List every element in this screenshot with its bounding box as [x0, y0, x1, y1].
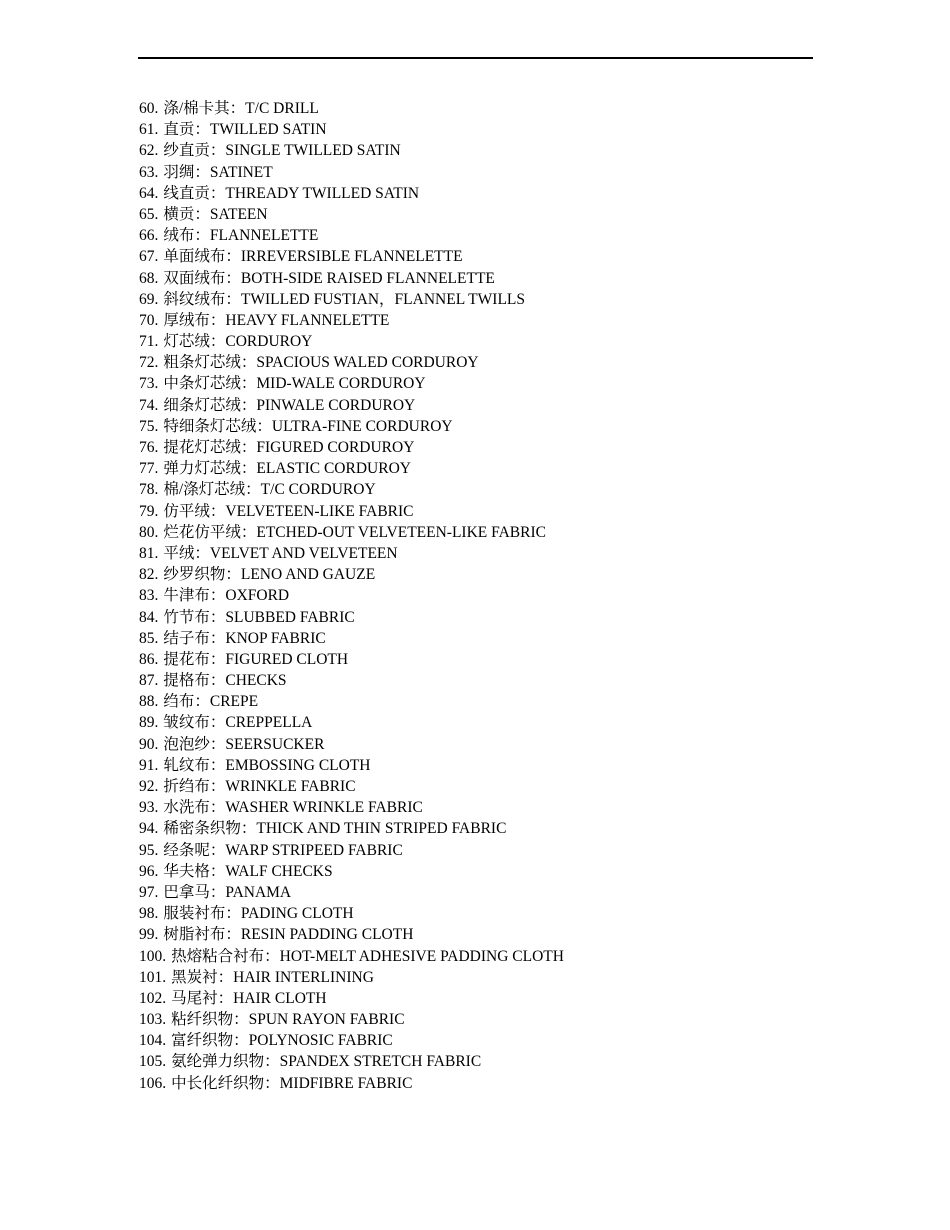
entry-text: 绒布：FLANNELETTE — [163, 227, 319, 245]
glossary-entry — [139, 924, 564, 945]
glossary-entry — [139, 691, 564, 712]
entry-text: 粘纤织物：SPUN RAYON FABRIC — [171, 1011, 405, 1029]
entry-text: 横贡：SATEEN — [163, 205, 268, 223]
entry-number: 64. — [139, 184, 159, 202]
entry-text: 中条灯芯绒：MID-WALE CORDUROY — [163, 375, 426, 393]
entry-text: 黑炭衬：HAIR INTERLINING — [171, 968, 374, 986]
entry-number: 96. — [139, 862, 159, 880]
entry-number: 100. — [139, 947, 167, 965]
entry-text: 泡泡纱：SEERSUCKER — [163, 735, 325, 753]
entry-number: 83. — [139, 587, 159, 605]
glossary-entry — [139, 522, 564, 543]
entry-number: 103. — [139, 1011, 167, 1029]
entry-text: 细条灯芯绒：PINWALE CORDUROY — [163, 396, 416, 414]
entry-number: 90. — [139, 735, 159, 753]
entry-number: 66. — [139, 227, 159, 245]
glossary-entry — [139, 162, 564, 183]
glossary-entry — [139, 98, 564, 119]
entry-number: 101. — [139, 968, 167, 986]
entry-number: 86. — [139, 650, 159, 668]
entry-number: 76. — [139, 439, 159, 456]
entry-text: 粗条灯芯绒：SPACIOUS WALED CORDUROY — [163, 354, 479, 372]
glossary-entry — [139, 543, 564, 564]
entry-text: 水洗布：WASHER WRINKLE FABRIC — [163, 799, 423, 817]
entry-number: 67. — [139, 248, 159, 266]
entry-number: 65. — [139, 205, 159, 223]
glossary-entry — [139, 649, 564, 670]
glossary-entry — [139, 607, 564, 628]
glossary-entry — [139, 289, 564, 310]
entry-number: 61. — [139, 121, 159, 139]
entry-number: 78. — [139, 481, 159, 499]
glossary-entry — [139, 501, 564, 522]
glossary-list — [139, 98, 564, 1094]
entry-number: 104. — [139, 1032, 167, 1050]
glossary-entry — [139, 797, 564, 818]
glossary-entry — [139, 310, 564, 331]
glossary-entry — [139, 585, 564, 606]
entry-text: 斜纹绒布：TWILLED FUSTIAN，FLANNEL TWILLS — [163, 290, 525, 308]
glossary-entry — [139, 967, 564, 988]
glossary-entry — [139, 755, 564, 776]
glossary-entry — [139, 1009, 564, 1030]
entry-text: 马尾衬：HAIR CLOTH — [171, 989, 327, 1007]
entry-text: 中长化纤织物：MIDFIBRE FABRIC — [171, 1074, 413, 1092]
glossary-entry — [139, 183, 564, 204]
glossary-entry — [139, 437, 564, 458]
entry-text: 平绒：VELVET AND VELVETEEN — [163, 544, 398, 562]
entry-number: 105. — [139, 1053, 167, 1071]
entry-number: 84. — [139, 608, 159, 626]
entry-text: 直贡：TWILLED SATIN — [163, 121, 327, 139]
entry-number: 77. — [139, 460, 159, 478]
glossary-entry — [139, 416, 564, 437]
entry-number: 73. — [139, 375, 159, 393]
entry-text: 富纤织物：POLYNOSIC FABRIC — [171, 1032, 393, 1050]
entry-text: 热熔粘合衬布：HOT-MELT ADHESIVE PADDING CLOTH — [171, 947, 564, 965]
entry-number: 91. — [139, 756, 159, 774]
entry-number: 62. — [139, 142, 159, 160]
glossary-entry — [139, 712, 564, 733]
entry-number: 60. — [139, 100, 159, 117]
glossary-entry — [139, 1073, 564, 1094]
entry-number: 63. — [139, 163, 159, 181]
glossary-entry — [139, 479, 564, 500]
glossary-entry — [139, 903, 564, 924]
entry-text: 巴拿马：PANAMA — [163, 883, 292, 901]
entry-number: 81. — [139, 544, 159, 562]
entry-number: 80. — [139, 523, 159, 541]
entry-text: 竹节布：SLUBBED FABRIC — [163, 608, 355, 626]
entry-text: 烂花仿平绒：ETCHED-OUT VELVETEEN-LIKE FABRIC — [163, 523, 546, 541]
entry-text: 提花布：FIGURED CLOTH — [163, 650, 349, 668]
glossary-entry — [139, 861, 564, 882]
entry-text: 灯芯绒：CORDUROY — [163, 333, 313, 351]
entry-text: 稀密条织物：THICK AND THIN STRIPED FABRIC — [163, 820, 507, 838]
entry-text: 氨纶弹力织物：SPANDEX STRETCH FABRIC — [171, 1053, 482, 1071]
glossary-entry — [139, 564, 564, 585]
glossary-entry — [139, 119, 564, 140]
glossary-entry — [139, 882, 564, 903]
entry-number: 98. — [139, 905, 159, 923]
glossary-entry — [139, 1051, 564, 1072]
entry-text: 绉布：CREPE — [163, 693, 259, 711]
entry-text: 棉/涤灯芯绒：T/C CORDUROY — [163, 481, 376, 499]
entry-number: 74. — [139, 396, 159, 414]
entry-number: 106. — [139, 1074, 167, 1092]
glossary-entry — [139, 140, 564, 161]
entry-number: 72. — [139, 354, 159, 372]
glossary-entry — [139, 373, 564, 394]
entry-text: 皱纹布：CREPPELLA — [163, 714, 313, 732]
glossary-entry — [139, 204, 564, 225]
entry-text: 羽绸：SATINET — [163, 163, 273, 181]
entry-text: 弹力灯芯绒：ELASTIC CORDUROY — [163, 460, 411, 478]
header-rule — [138, 57, 813, 59]
entry-text: 树脂衬布：RESIN PADDING CLOTH — [163, 926, 414, 944]
glossary-entry — [139, 734, 564, 755]
entry-text: 提花灯芯绒：FIGURED CORDUROY — [163, 439, 415, 456]
glossary-entry — [139, 988, 564, 1009]
glossary-entry — [139, 225, 564, 246]
entry-number: 87. — [139, 672, 159, 690]
entry-number: 71. — [139, 333, 159, 351]
entry-text: 涤/棉卡其：T/C DRILL — [163, 100, 319, 117]
entry-text: 结子布：KNOP FABRIC — [163, 629, 326, 647]
entry-text: 纱直贡：SINGLE TWILLED SATIN — [163, 142, 401, 160]
entry-text: 双面绒布：BOTH-SIDE RAISED FLANNELETTE — [163, 269, 495, 287]
glossary-entry — [139, 1030, 564, 1051]
glossary-entry — [139, 268, 564, 289]
entry-text: 提格布：CHECKS — [163, 672, 287, 690]
glossary-entry — [139, 818, 564, 839]
glossary-entry — [139, 840, 564, 861]
glossary-entry — [139, 395, 564, 416]
glossary-entry — [139, 458, 564, 479]
entry-text: 单面绒布：IRREVERSIBLE FLANNELETTE — [163, 248, 463, 266]
entry-text: 厚绒布：HEAVY FLANNELETTE — [163, 311, 390, 329]
entry-number: 92. — [139, 778, 159, 795]
entry-text: 仿平绒：VELVETEEN-LIKE FABRIC — [163, 502, 414, 520]
entry-text: 线直贡：THREADY TWILLED SATIN — [163, 184, 420, 202]
glossary-entry — [139, 331, 564, 352]
entry-number: 69. — [139, 290, 159, 308]
entry-number: 85. — [139, 629, 159, 647]
entry-number: 79. — [139, 502, 159, 520]
entry-number: 75. — [139, 417, 159, 435]
entry-number: 93. — [139, 799, 159, 817]
glossary-entry — [139, 670, 564, 691]
entry-number: 97. — [139, 883, 159, 901]
entry-number: 82. — [139, 566, 159, 584]
entry-number: 68. — [139, 269, 159, 287]
entry-number: 89. — [139, 714, 159, 732]
entry-text: 牛津布：OXFORD — [163, 587, 290, 605]
glossary-entry — [139, 946, 564, 967]
entry-number: 102. — [139, 989, 167, 1007]
glossary-entry — [139, 628, 564, 649]
glossary-entry — [139, 352, 564, 373]
entry-text: 轧纹布：EMBOSSING CLOTH — [163, 756, 371, 774]
entry-number: 94. — [139, 820, 159, 838]
entry-number: 88. — [139, 693, 159, 711]
entry-text: 经条呢：WARP STRIPEED FABRIC — [163, 841, 403, 859]
entry-number: 95. — [139, 841, 159, 859]
entry-number: 70. — [139, 311, 159, 329]
glossary-entry — [139, 776, 564, 797]
entry-text: 服装衬布：PADING CLOTH — [163, 905, 354, 923]
glossary-entry — [139, 246, 564, 267]
entry-text: 折绉布：WRINKLE FABRIC — [163, 778, 356, 795]
entry-text: 特细条灯芯绒：ULTRA-FINE CORDUROY — [163, 417, 453, 435]
entry-text: 华夫格：WALF CHECKS — [163, 862, 333, 880]
entry-text: 纱罗织物：LENO AND GAUZE — [163, 566, 376, 584]
entry-number: 99. — [139, 926, 159, 944]
